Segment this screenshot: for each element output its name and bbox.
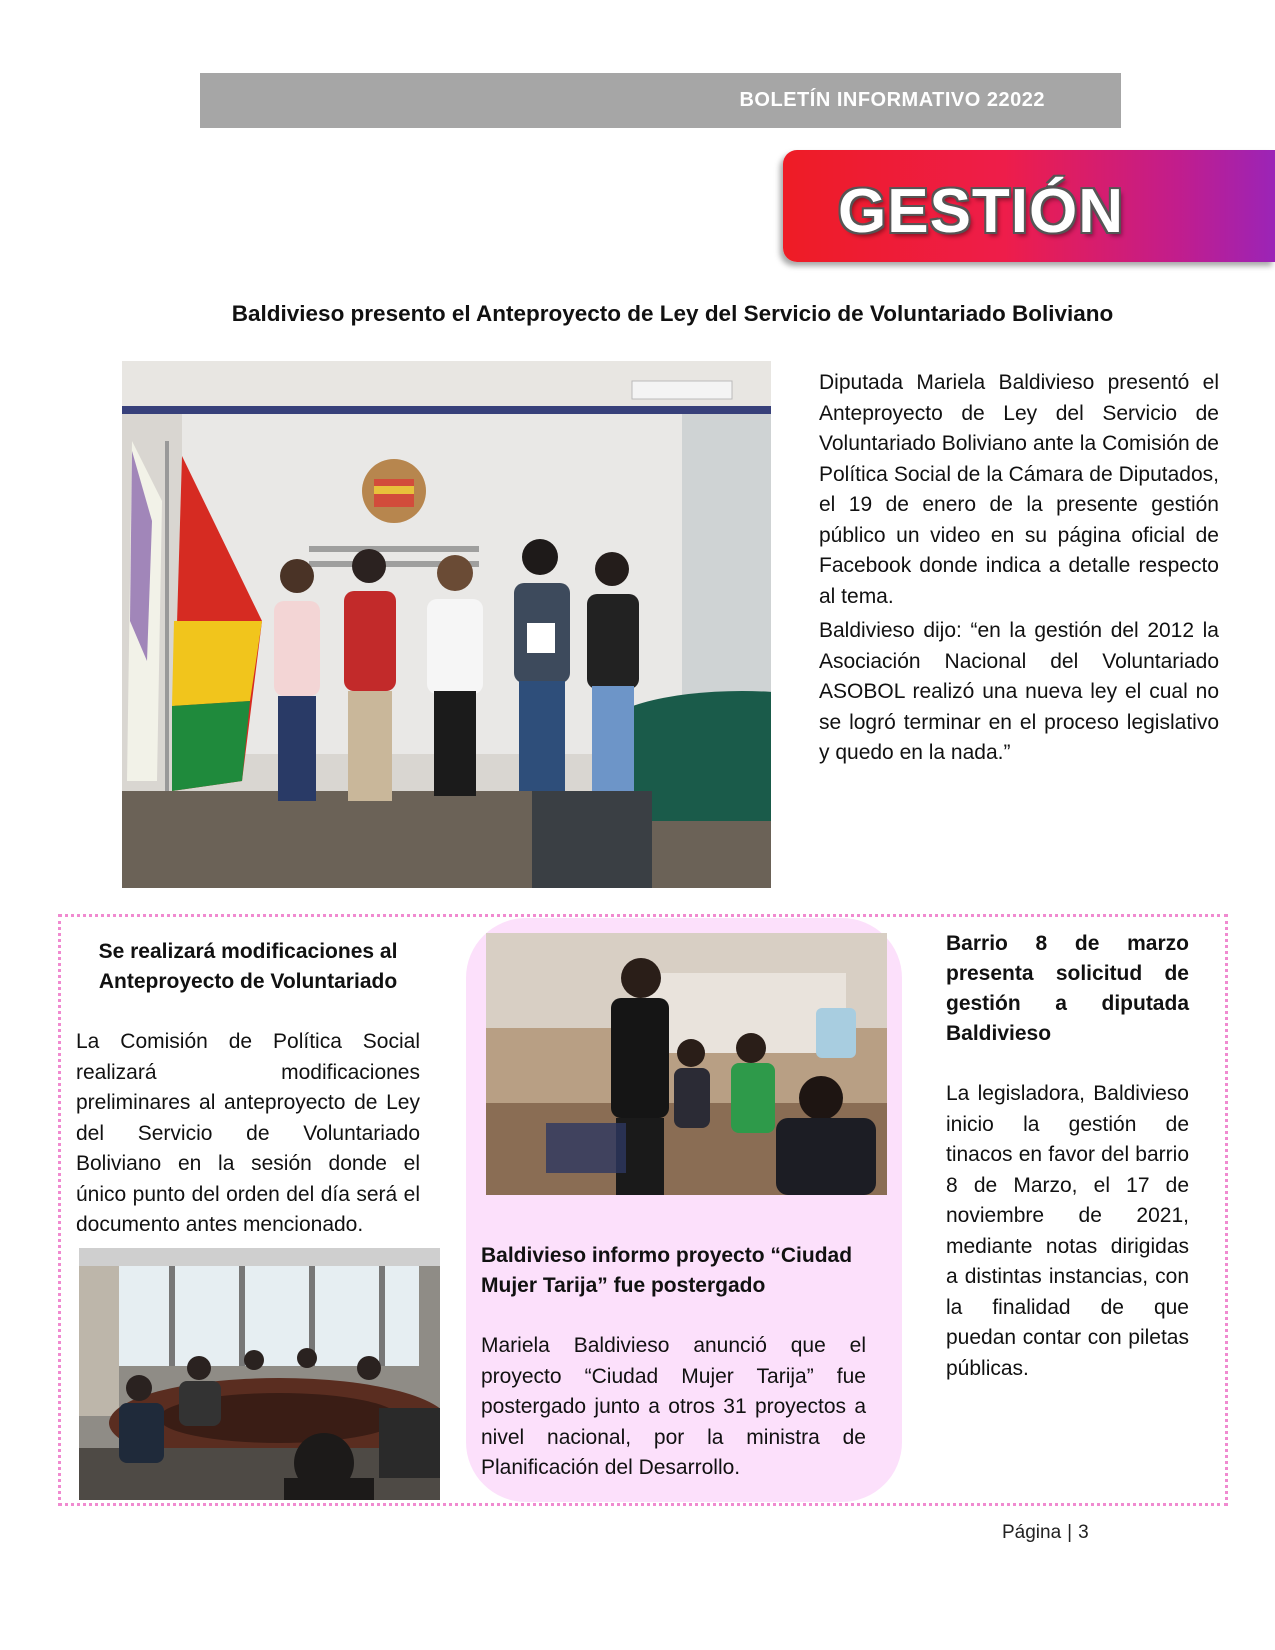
page-footer (1002, 1522, 1089, 1544)
left-column-title: Se realizará modificaciones al Anteproyecto de Voluntariado (98, 940, 398, 993)
left-column (76, 937, 420, 1241)
committee-session-photo (486, 933, 887, 1195)
right-column-text: La legisladora, Baldivieso inicio la gestión de tinacos en favor del barrio 8 de Marzo, el 17 de noviembre de 2021, mediante notas dirigidas a distintas instancias, con la finalidad de que puedan contar con piletas públicas. (946, 1082, 1189, 1380)
group-photo (122, 361, 771, 888)
main-article-paragraph: Baldivieso dijo: “en la gestión del 2012 la Asociación Nacional del Voluntariado ASOBOL realizó una nueva ley el cual no se logró terminar en el proceso legislativo y quedo en la nada.” (819, 619, 1219, 764)
bulletin-label: BOLETÍN INFORMATIVO 22022 (739, 89, 1045, 111)
left-column-text: La Comisión de Política Social realizará modificaciones preliminares al anteproyecto de Ley del Servicio de Voluntariado Boliviano en la sesión donde el único punto del orden del día será el documento antes mencionado. (76, 1030, 420, 1236)
center-column (481, 1241, 866, 1484)
meeting-room-photo (79, 1248, 440, 1500)
page-number: 3 (1078, 1522, 1089, 1543)
main-headline: Baldivieso presento el Anteproyecto de Ley del Servicio de Voluntariado Boliviano (231, 301, 1114, 326)
center-column-text: Mariela Baldivieso anunció que el proyecto “Ciudad Mujer Tarija” fue postergado junto a otros 31 proyectos a nivel nacional, por la ministra de Planificación del Desarrollo. (481, 1334, 866, 1479)
section-title: GESTIÓN (838, 177, 1125, 246)
right-column-title: Barrio 8 de marzo presenta solicitud de gestión a diputada Baldivieso (946, 932, 1189, 1045)
right-column (946, 929, 1189, 1384)
bulletin-header-bar (200, 73, 1121, 128)
center-column-title: Baldivieso informo proyecto “Ciudad Mujer Tarija” fue postergado (481, 1244, 853, 1297)
section-banner (783, 150, 1275, 262)
main-article-body (819, 368, 1219, 773)
main-article-paragraph: Diputada Mariela Baldivieso presentó el Anteproyecto de Ley del Servicio de Voluntariado Boliviano ante la Comisión de Política Social de la Cámara de Diputados, el 19 de enero de la presente gestión público un video en su página oficial de Facebook donde indica a detalle respecto al tema. (819, 371, 1219, 608)
page-label: Página (1002, 1522, 1062, 1543)
page-separator: | (1067, 1522, 1073, 1543)
